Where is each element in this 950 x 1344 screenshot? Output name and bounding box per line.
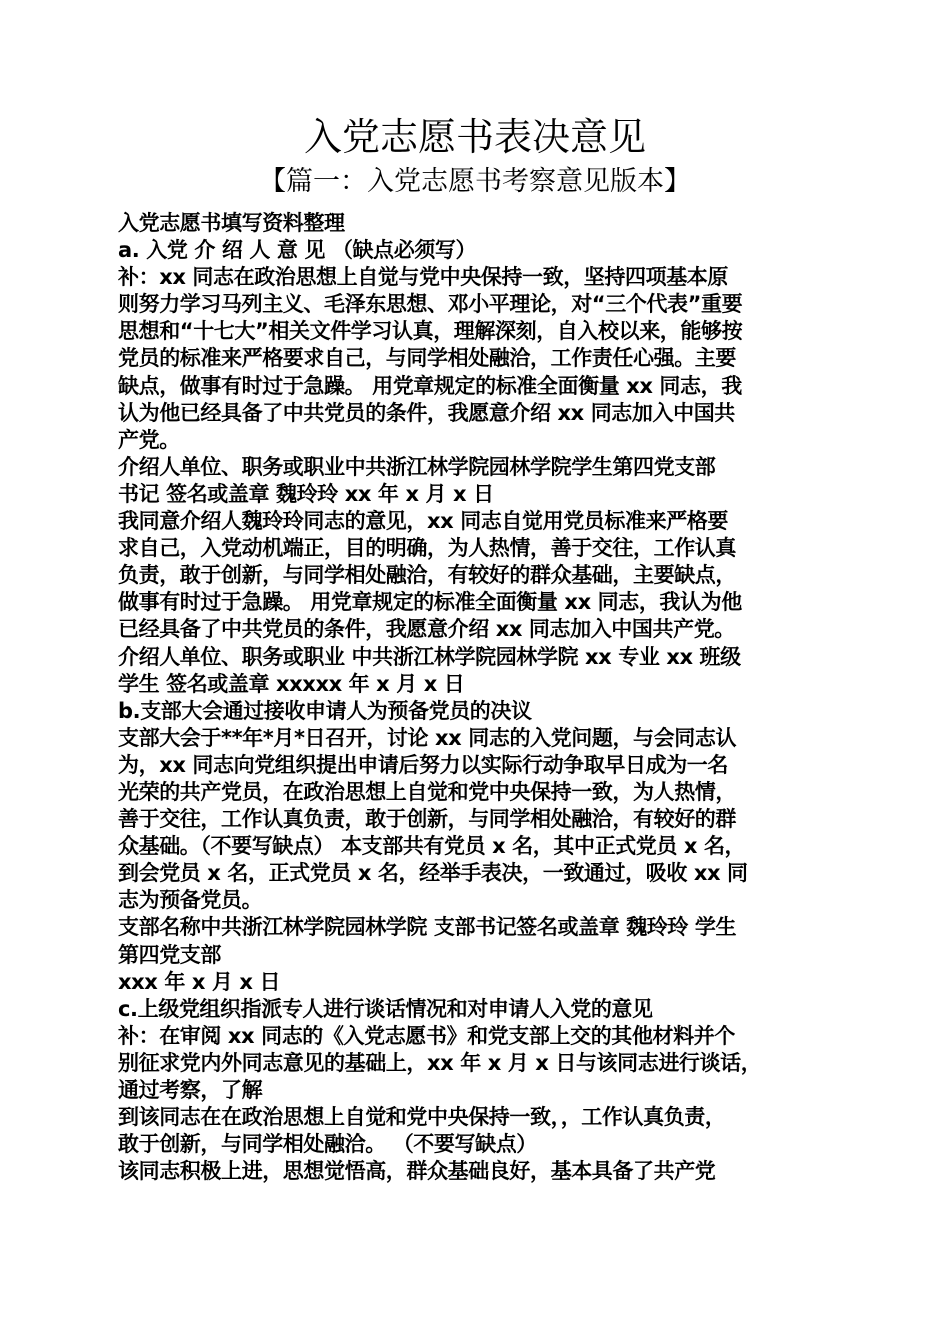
text-line: 则努力学习马列主义、毛泽东思想、邓小平理论，对“三个代表”重要 — [118, 292, 743, 317]
text-line: 该同志积极上进，思想觉悟高，群众基础良好，基本具备了共产党 — [118, 1159, 716, 1184]
text-line: 补：xx 同志在政治思想上自觉与党中央保持一致，坚持四项基本原 — [118, 265, 728, 290]
text-line: 为，xx 同志向党组织提出申请后努力以实际行动争取早日成为一名 — [118, 752, 728, 777]
document-body — [118, 210, 838, 1185]
text-line: 负责，敢于创新，与同学相处融洽，有较好的群众基础，主要缺点， — [118, 563, 736, 588]
text-line: 光荣的共产党员，在政治思想上自觉和党中央保持一致，为人热情， — [118, 779, 736, 804]
text-line: 善于交往，工作认真负责，敢于创新，与同学相处融洽，有较好的群 — [118, 807, 736, 832]
text-line: 支部名称中共浙江林学院园林学院 支部书记签名或盖章 魏玲玲 学生 — [118, 915, 737, 940]
text-line: 产党。 — [118, 427, 180, 452]
text-line: 党员的标准来严格要求自己，与同学相处融洽，工作责任心强。主要 — [118, 346, 736, 371]
text-line: 敢于创新，与同学相处融洽。 （不要写缺点） — [118, 1132, 537, 1157]
text-line: 别征求党内外同志意见的基础上，xx 年 x 月 x 日与该同志进行谈话， — [118, 1050, 762, 1075]
text-line: 通过考察，了解 — [118, 1078, 263, 1102]
text-line: 补：在审阅 xx 同志的《入党志愿书》和党支部上交的其他材料并个 — [118, 1023, 735, 1048]
text-line: 做事有时过于急躁。 用党章规定的标准全面衡量 xx 同志，我认为他 — [118, 590, 742, 615]
document-subtitle: 【篇一：入党志愿书考察意见版本】 — [259, 166, 691, 197]
text-line: 缺点，做事有时过于急躁。 用党章规定的标准全面衡量 xx 同志，我 — [118, 373, 742, 398]
text-line: 支部大会于**年*月*日召开，讨论 xx 同志的入党问题，与会同志认 — [118, 725, 737, 750]
text-line: 第四党支部 — [118, 942, 221, 967]
text-line: xxx 年 x 月 x 日 — [118, 969, 281, 994]
text-line: 书记 签名或盖章 魏玲玲 xx 年 x 月 x 日 — [118, 481, 494, 506]
text-line: 学生 签名或盖章 xxxxx 年 x 月 x 日 — [118, 671, 465, 696]
text-line: a. 入党 介 绍 人 意 见 （缺点必须写） — [118, 238, 477, 263]
text-line: 我同意介绍人魏玲玲同志的意见，xx 同志自觉用党员标准来严格要 — [118, 509, 728, 534]
text-line: 到该同志在在政治思想上自觉和党中央保持一致，，工作认真负责， — [118, 1105, 726, 1130]
text-line: 思想和“十七大”相关文件学习认真，理解深刻，自入校以来，能够按 — [118, 319, 743, 344]
text-line: b.支部大会通过接收申请人为预备党员的决议 — [118, 698, 532, 723]
text-line: 介绍人单位、职务或职业中共浙江林学院园林学院学生第四党支部 — [118, 454, 716, 479]
text-line: c.上级党组织指派专人进行谈话情况和对申请人入党的意见 — [118, 996, 653, 1021]
text-line: 求自己，入党动机端正，目的明确，为人热情，善于交往，工作认真 — [118, 536, 736, 561]
text-line: 众基础。（不要写缺点） 本支部共有党员 x 名，其中正式党员 x 名， — [118, 834, 746, 859]
text-line: 到会党员 x 名，正式党员 x 名，经举手表决，一致通过，吸收 xx 同 — [118, 861, 748, 886]
text-line: 志为预备党员。 — [118, 888, 263, 913]
text-line: 认为他已经具备了中共党员的条件，我愿意介绍 xx 同志加入中国共 — [118, 400, 735, 425]
text-line: 入党志愿书填写资料整理 — [118, 211, 345, 235]
document-title: 入党志愿书表决意见 — [303, 115, 646, 159]
text-line: 介绍人单位、职务或职业 中共浙江林学院园林学院 xx 专业 xx 班级 — [118, 644, 741, 669]
text-line: 已经具备了中共党员的条件，我愿意介绍 xx 同志加入中国共产党。 — [118, 617, 735, 642]
